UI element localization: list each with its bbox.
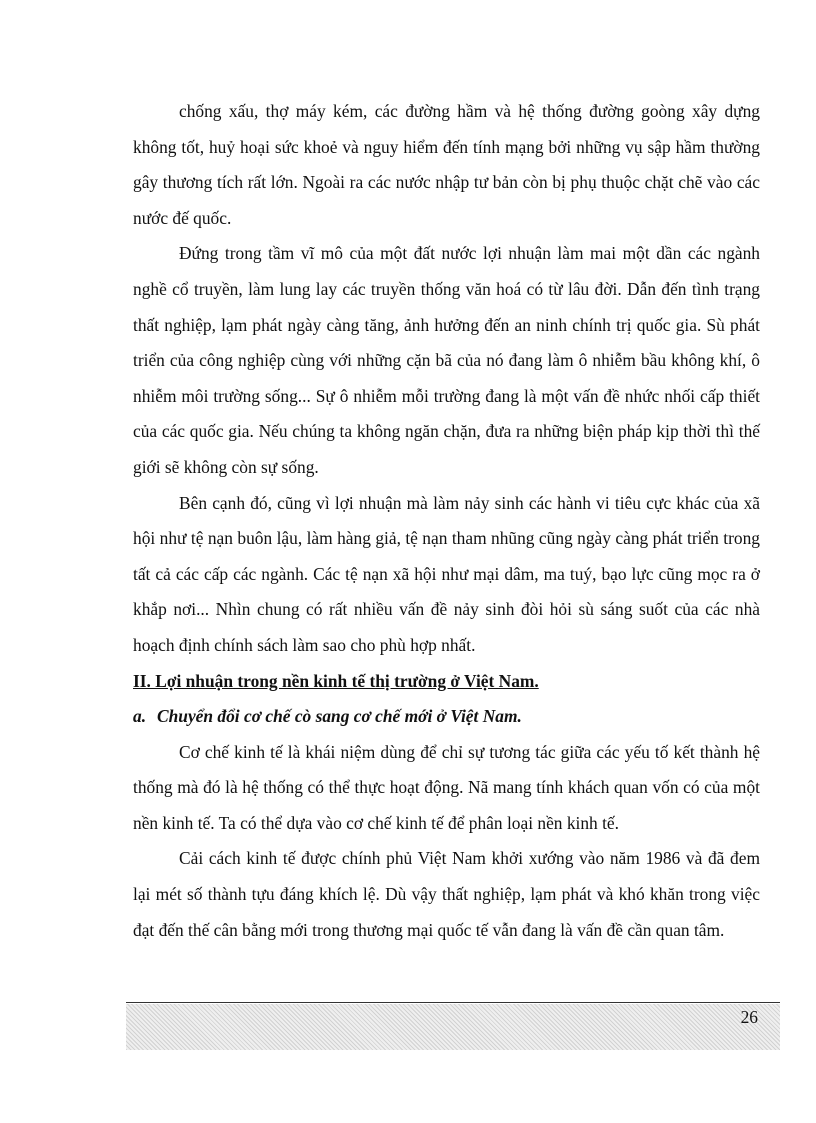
paragraph-4: Cơ chế kinh tế là khái niệm dùng để chỉ sự tương tác giữa các yếu tố kết thành hệ thống mà đó là hệ thống có thể thực hoạt động. Nã mang tính khách quan vốn có của một nền kinh tế. Ta có thể dựa vào cơ chế kinh tế để phân loại nền kinh tế. (133, 741, 760, 833)
subsection-title: Chuyển đổi cơ chế cò sang cơ chế mới ở Việt Nam. (157, 706, 522, 727)
paragraph-2: Đứng trong tầm vĩ mô của một đất nước lợi nhuận làm mai một dần các ngành nghề cổ truyền, làm lung lay các truyền thống văn hoá có từ lâu đời. Dẫn đến tình trạng thất nghiệp, lạm phát ngày càng tăng, ảnh hưởng đến an ninh chính trị quốc gia. Sù phát triển của công nghiệp cùng với những cặn bã của nó đang làm ô nhiễm bầu không khí, ô nhiễm môi trường sống... Sự ô nhiễm mỗi trường đang là một vấn đề nhức nhối cấp thiết của các quốc gia. Nếu chúng ta không ngăn chặn, đưa ra những biện pháp kịp thời thì thế giới sẽ không còn sự sống. (133, 243, 760, 477)
paragraph-3: Bên cạnh đó, cũng vì lợi nhuận mà làm nảy sinh các hành vi tiêu cực khác của xã hội như tệ nạn buôn lậu, làm hàng giả, tệ nạn tham nhũng cũng ngày càng phát triển trong tất cả các cấp các ngành. Các tệ nạn xã hội như mại dâm, ma tuý, bạo lực cũng mọc ra ở khắp nơi... Nhìn chung có rất nhiều vấn đề nảy sinh đòi hỏi sù sáng suốt của các nhà hoạch định chính sách làm sao cho phù hợp nhất. (133, 492, 760, 655)
paragraph-5: Cải cách kinh tế được chính phủ Việt Nam khởi xướng vào năm 1986 và đã đem lại mét số thành tựu đáng khích lệ. Dù vậy thất nghiệp, lạm phát và khó khăn trong việc đạt đến thế cân bằng mới trong thương mại quốc tế vẫn đang là vấn đề cần quan tâm. (133, 848, 760, 940)
subsection-marker: a. (133, 706, 147, 727)
section-heading: II. Lợi nhuận trong nền kinh tế thị trường ở Việt Nam. (133, 670, 539, 691)
page-number: 26 (740, 1007, 758, 1027)
footer-divider (126, 1002, 780, 1003)
body-text (133, 94, 760, 948)
page-footer (126, 1004, 780, 1050)
paragraph-1: chống xấu, thợ máy kém, các đường hầm và hệ thống đường goòng xây dựng không tốt, huỷ hoại sức khoẻ và nguy hiểm đến tính mạng bởi những vụ sập hầm thường gây thương tích rất lớn. Ngoài ra các nước nhập tư bản còn bị phụ thuộc chặt chẽ vào các nước đế quốc. (133, 101, 760, 228)
subsection-heading (133, 699, 760, 735)
